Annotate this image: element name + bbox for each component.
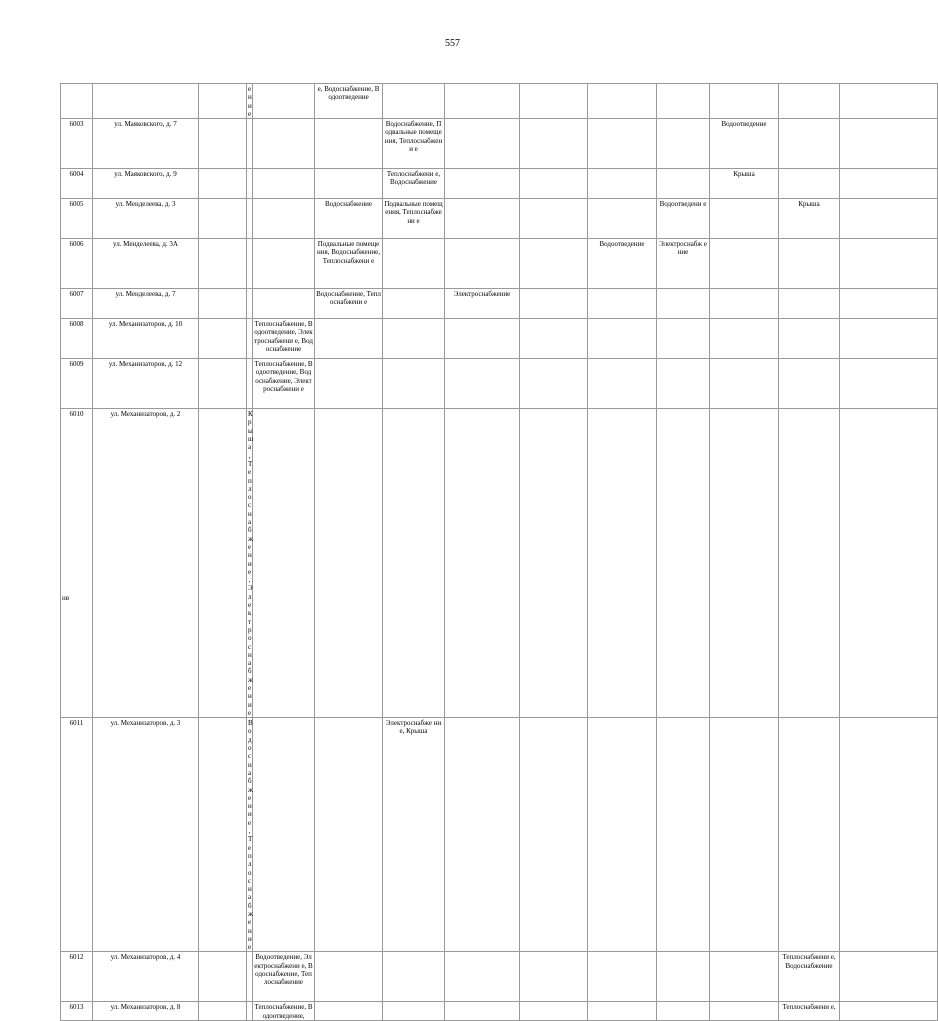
work-type-cell: е, Водоснабжение, Водоотведение — [315, 84, 383, 119]
table-row — [61, 169, 938, 199]
page-number: 557 — [445, 38, 460, 49]
row-number-cell: 6007 — [61, 289, 93, 319]
work-type-cell — [710, 952, 779, 1002]
work-type-cell — [199, 239, 247, 289]
work-type-cell — [199, 289, 247, 319]
work-type-cell — [779, 84, 840, 119]
work-type-cell: Водоснабжение, Подвальные помещения, Теплоснабжени е — [383, 119, 445, 169]
work-type-cell: Водоотведение, Электроснабжени е, Водоснабжение, Теплоснабжение — [253, 952, 315, 1002]
table-row — [61, 359, 938, 409]
address-cell: ул. Механизаторов, д. 4 — [93, 952, 199, 1002]
work-type-cell — [588, 319, 657, 359]
work-type-cell: Теплоснабжение, Водоотведение, — [254, 1003, 313, 1020]
work-type-cell — [657, 319, 710, 359]
work-type-cell — [199, 119, 247, 169]
work-type-cell: Теплоснабжени е, — [779, 1002, 840, 1021]
work-type-cell — [520, 239, 588, 289]
address-cell: ул. Механизаторов, д. 3 — [93, 718, 199, 952]
work-type-cell — [445, 1002, 520, 1021]
work-type-cell — [520, 1002, 588, 1021]
address-cell: ул. Механизаторов, д. 12 — [93, 359, 199, 409]
work-type-cell — [840, 718, 938, 952]
work-type-cell — [840, 119, 938, 169]
table-row — [61, 119, 938, 169]
work-type-cell — [657, 359, 710, 409]
work-type-cell — [445, 169, 520, 199]
row-number-cell: 6009 — [61, 359, 93, 409]
work-type-cell — [253, 239, 315, 289]
work-type-cell — [840, 84, 938, 119]
work-type-cell — [840, 199, 938, 239]
work-type-cell — [840, 359, 938, 409]
work-type-cell — [779, 169, 840, 199]
work-type-cell — [588, 289, 657, 319]
work-type-cell — [520, 199, 588, 239]
work-type-cell — [710, 718, 779, 952]
work-type-cell — [840, 289, 938, 319]
table-row — [61, 409, 938, 718]
work-type-cell — [840, 952, 938, 1002]
work-type-cell: Водоснабжение, Теплоснабжени е — [315, 289, 383, 319]
table-row — [61, 289, 938, 319]
work-type-cell — [383, 84, 445, 119]
work-type-cell — [445, 409, 520, 718]
work-type-cell — [199, 359, 247, 409]
work-type-cell — [445, 119, 520, 169]
work-type-cell — [520, 169, 588, 199]
footer-mark: нв — [62, 594, 70, 602]
address-cell — [93, 84, 199, 119]
work-type-cell — [588, 84, 657, 119]
address-cell: ул. Механизаторов, д. 2 — [93, 409, 199, 718]
work-type-cell — [588, 952, 657, 1002]
work-type-cell — [588, 409, 657, 718]
work-type-cell: Крыша — [710, 169, 779, 199]
work-type-cell — [383, 319, 445, 359]
work-type-cell — [383, 289, 445, 319]
work-type-cell — [445, 239, 520, 289]
work-type-cell — [383, 359, 445, 409]
work-type-cell — [315, 169, 383, 199]
work-type-cell — [199, 199, 247, 239]
work-type-cell: Подвальные помещения, Теплоснабжени е — [383, 199, 445, 239]
work-type-cell — [710, 239, 779, 289]
work-type-cell — [253, 289, 315, 319]
work-type-cell — [710, 1002, 779, 1021]
work-type-cell — [840, 409, 938, 718]
work-type-cell: Водоотведение — [710, 119, 779, 169]
work-type-cell — [779, 119, 840, 169]
work-type-cell — [383, 239, 445, 289]
row-number-cell: 6008 — [61, 319, 93, 359]
work-type-cell — [199, 319, 247, 359]
table-row — [61, 1002, 938, 1021]
work-type-cell — [253, 409, 315, 718]
work-type-cell — [657, 119, 710, 169]
address-cell: ул. Маяковского, д. 9 — [93, 169, 199, 199]
work-type-cell — [520, 319, 588, 359]
work-type-cell: Теплоснабжение, Водоотведение, Электроснабжени е, Водоснабжение — [253, 319, 315, 359]
work-type-cell — [710, 319, 779, 359]
work-type-cell — [779, 718, 840, 952]
row-number-cell: 6005 — [61, 199, 93, 239]
row-number-cell: 6013 — [61, 1002, 93, 1021]
work-type-cell — [315, 718, 383, 952]
work-type-cell — [588, 199, 657, 239]
table-row — [61, 319, 938, 359]
work-type-cell — [520, 409, 588, 718]
work-type-cell — [588, 1002, 657, 1021]
work-type-cell — [657, 289, 710, 319]
work-type-cell — [445, 199, 520, 239]
work-type-cell — [253, 199, 315, 239]
work-type-cell — [588, 119, 657, 169]
work-type-cell: Водоснабжен ие, Теплоснабже ние — [248, 719, 253, 952]
work-type-cell — [445, 952, 520, 1002]
work-type-cell — [657, 952, 710, 1002]
work-type-cell — [315, 1002, 383, 1021]
work-type-cell — [779, 359, 840, 409]
address-cell: ул. Менделеева, д. 3 — [93, 199, 199, 239]
work-type-cell — [588, 169, 657, 199]
work-type-cell — [383, 1002, 445, 1021]
work-type-cell — [779, 319, 840, 359]
work-type-cell: Электроснабж ение — [657, 239, 710, 289]
work-type-cell — [445, 718, 520, 952]
address-cell: ул. Менделеева, д. 3А — [93, 239, 199, 289]
work-type-cell — [779, 239, 840, 289]
work-type-cell — [840, 319, 938, 359]
work-type-cell — [779, 289, 840, 319]
work-type-cell: Теплоснабжени е, Водоснабжение — [779, 952, 840, 1002]
work-type-cell — [710, 359, 779, 409]
table-body — [61, 84, 938, 1021]
work-type-cell — [588, 359, 657, 409]
table-row — [61, 718, 938, 952]
work-type-cell: Теплоснабжение, Водоотведение, Водоснабжение, Электроснабжени е — [253, 359, 315, 409]
work-type-cell — [445, 319, 520, 359]
work-type-cell — [588, 718, 657, 952]
table-row — [61, 239, 938, 289]
work-type-cell — [199, 952, 247, 1002]
work-type-cell — [657, 409, 710, 718]
table-row — [61, 199, 938, 239]
work-type-cell — [253, 84, 315, 119]
work-type-cell — [199, 718, 247, 952]
work-type-cell: Водоснабжение — [315, 199, 383, 239]
work-type-cell: Крыша — [779, 199, 840, 239]
work-type-cell — [840, 169, 938, 199]
work-type-cell — [253, 718, 315, 952]
work-type-cell — [520, 718, 588, 952]
table-row — [61, 952, 938, 1002]
table-row — [61, 84, 938, 119]
work-type-cell — [383, 952, 445, 1002]
work-type-cell — [840, 239, 938, 289]
work-type-cell — [840, 1002, 938, 1021]
work-type-cell — [445, 359, 520, 409]
row-number-cell: 6011 — [61, 718, 93, 952]
work-type-cell — [315, 359, 383, 409]
work-type-cell — [710, 199, 779, 239]
work-type-cell: Электроснабжение — [445, 289, 520, 319]
work-type-cell — [253, 119, 315, 169]
address-cell: ул. Механизаторов, д. 8 — [93, 1002, 199, 1021]
work-type-cell — [710, 409, 779, 718]
work-type-cell: ение — [248, 85, 252, 118]
work-type-cell — [657, 1002, 710, 1021]
work-type-cell — [253, 169, 315, 199]
work-type-cell — [520, 952, 588, 1002]
work-type-cell — [520, 289, 588, 319]
work-type-cell — [657, 84, 710, 119]
work-type-cell — [199, 169, 247, 199]
work-type-cell — [315, 952, 383, 1002]
work-type-cell: Водоотведение — [588, 239, 657, 289]
work-type-cell — [315, 119, 383, 169]
work-type-cell — [657, 718, 710, 952]
work-type-cell — [520, 119, 588, 169]
work-type-cell — [199, 1002, 247, 1021]
row-number-cell: 6006 — [61, 239, 93, 289]
work-type-cell — [199, 409, 247, 718]
work-type-cell — [657, 169, 710, 199]
work-type-cell — [710, 84, 779, 119]
address-cell: ул. Менделеева, д. 7 — [93, 289, 199, 319]
work-type-cell: Теплоснабжени е, Водоснабжение — [383, 169, 445, 199]
row-number-cell: 6012 — [61, 952, 93, 1002]
address-cell: ул. Механизаторов, д. 10 — [93, 319, 199, 359]
work-type-cell — [445, 84, 520, 119]
work-type-cell: Электроснабже ние, Крыша — [383, 718, 445, 952]
work-type-cell — [315, 319, 383, 359]
work-type-cell — [199, 84, 247, 119]
work-type-cell — [315, 409, 383, 718]
work-type-cell — [520, 84, 588, 119]
row-number-cell: 6010 — [61, 409, 93, 718]
work-type-cell: Подвальные помещения, Водоснабжение, Теплоснабжени е — [315, 239, 383, 289]
work-type-cell — [520, 359, 588, 409]
work-type-cell — [383, 409, 445, 718]
row-number-cell: 6004 — [61, 169, 93, 199]
works-schedule-table — [60, 83, 938, 1021]
work-type-cell: Крыша, Теплоснабже ние, Электроснабж ение — [248, 410, 254, 717]
work-type-cell — [710, 289, 779, 319]
row-number-cell: 6003 — [61, 119, 93, 169]
work-type-cell — [779, 409, 840, 718]
row-number-cell — [61, 84, 93, 119]
work-type-cell: Водоотведени е — [657, 199, 710, 239]
address-cell: ул. Маяковского, д. 7 — [93, 119, 199, 169]
